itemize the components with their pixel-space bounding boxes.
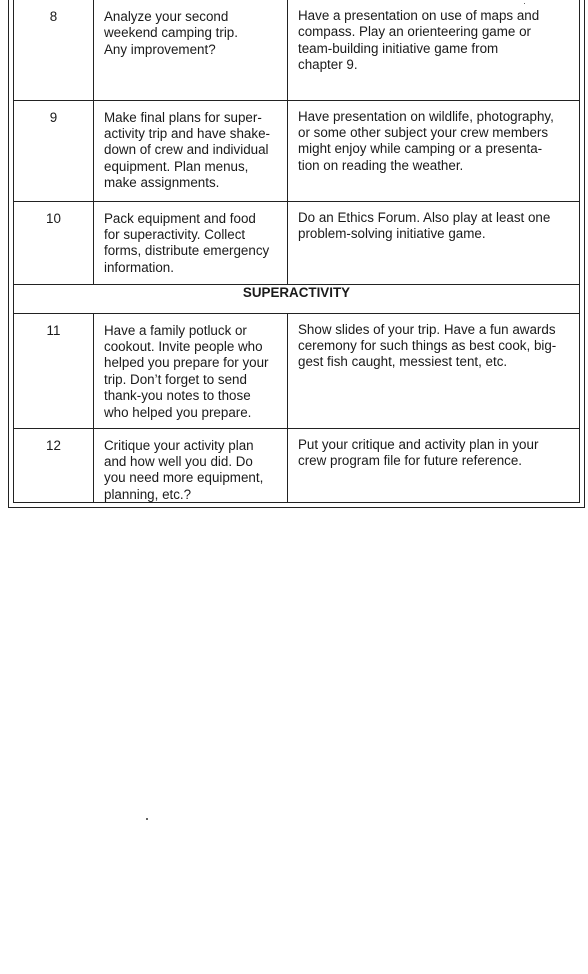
speck-mark — [146, 818, 148, 820]
activity-text: Analyze your second weekend camping trip. Any improvement? — [104, 9, 238, 57]
meeting-text: Put your critique and activity plan in your crew program file for future reference. — [298, 436, 539, 468]
table-row — [14, 201, 579, 284]
week-number-cell — [14, 313, 94, 428]
meeting-cell — [288, 313, 580, 428]
week-number: 10 — [46, 210, 61, 226]
activity-cell — [94, 0, 288, 100]
table-row — [14, 100, 579, 201]
activity-cell — [94, 428, 288, 503]
week-number-cell — [14, 201, 94, 284]
week-number: 9 — [49, 109, 58, 125]
schedule-table — [14, 0, 579, 503]
activity-text: Critique your activity plan and how well you did. Do you need more equipment, planning, etc.? — [104, 437, 264, 502]
section-heading-row — [14, 284, 579, 313]
section-heading: SUPERACTIVITY — [14, 284, 579, 313]
week-number: 12 — [46, 437, 61, 453]
week-number: 8 — [49, 9, 58, 24]
meeting-cell — [288, 100, 580, 201]
meeting-cell — [288, 201, 580, 284]
week-number-cell — [14, 428, 94, 503]
activity-cell — [94, 100, 288, 201]
activity-text: Have a family potluck or cookout. Invite people who helped you prepare for your trip. Don’t forget to send thank-you notes to those who helped you prepare. — [104, 322, 269, 420]
speck-mark — [524, 3, 525, 4]
table-row — [14, 313, 579, 428]
meeting-text: Have presentation on wildlife, photography, or some other subject your crew members might enjoy while camping or a presenta- tion on reading the weather. — [298, 108, 554, 173]
activity-text: Pack equipment and food for superactivity. Collect forms, distribute emergency information. — [104, 210, 270, 275]
meeting-text: Do an Ethics Forum. Also play at least one problem-solving initiative game. — [298, 209, 551, 241]
table-row — [14, 428, 579, 503]
activity-cell — [94, 201, 288, 284]
meeting-cell — [288, 0, 580, 100]
week-number-cell — [14, 0, 94, 100]
table-row — [14, 0, 579, 100]
meeting-text: Have a presentation on use of maps and compass. Play an orienteering game or team-building initiative game from chapter 9. — [298, 8, 540, 73]
activity-text: Make final plans for super- activity trip and have shake- down of crew and individual equipment. Plan menus, make assignments. — [104, 109, 270, 191]
schedule-table-frame — [8, 0, 585, 508]
week-number-cell — [14, 100, 94, 201]
week-number: 11 — [46, 322, 61, 338]
activity-cell — [94, 313, 288, 428]
schedule-table-inner-frame — [13, 0, 580, 503]
meeting-text: Show slides of your trip. Have a fun awards ceremony for such things as best cook, big- gest fish caught, messiest tent, etc. — [298, 321, 557, 370]
meeting-cell — [288, 428, 580, 503]
